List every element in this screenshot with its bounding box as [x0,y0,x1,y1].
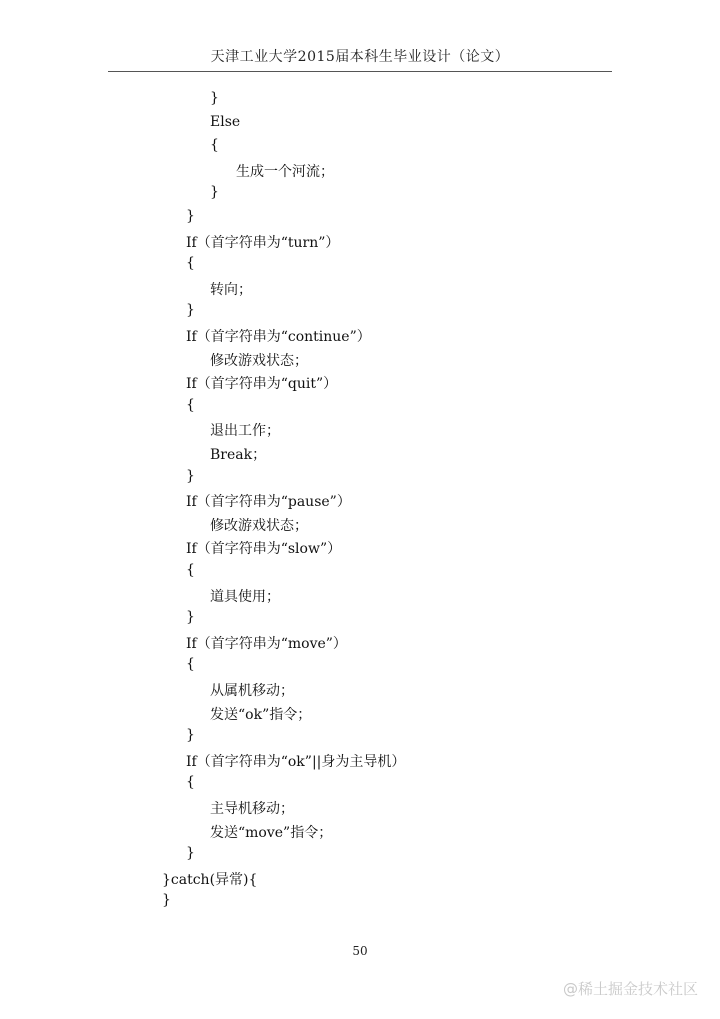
code-line: 主导机移动； [210,801,294,817]
code-line: If（首字符串为“ok”||身为主导机） [186,753,406,770]
code-line: If（首字符串为“continue”） [186,329,371,345]
code-line: { [186,774,195,791]
page-number: 50 [352,944,368,958]
code-line: { [210,137,219,154]
code-line: If（首字符串为“move”） [186,635,347,652]
code-line: { [186,396,195,413]
code-line: 发送“move”指令； [210,824,333,841]
code-line: }catch(异常){ [162,871,258,888]
code-line: 生成一个河流； [236,163,334,180]
code-line: Else [210,113,241,130]
code-line: } [162,892,171,909]
code-line: } [186,208,195,224]
code-line: 修改游戏状态； [210,517,308,534]
code-line: } [186,845,195,862]
code-line: } [186,302,195,319]
code-line: 道具使用； [210,588,280,605]
code-line: } [186,727,195,744]
code-line: Break； [210,447,267,463]
code-line: If（首字符串为“slow”） [186,541,342,558]
code-line: { [186,255,195,272]
code-line: { [186,562,195,578]
code-line: } [210,184,219,201]
header-rule [108,71,612,72]
code-line: 从属机移动； [210,683,294,699]
watermark: @稀土掘金技术社区 [562,980,698,998]
code-line: { [186,656,195,673]
code-line: 转向； [210,281,252,298]
code-line: } [186,467,195,484]
page-header-title: 天津工业大学2015届本科生毕业设计（论文） [210,49,510,65]
code-line: } [210,90,219,106]
code-line: 发送“ok”指令； [210,706,312,723]
code-line: 修改游戏状态； [210,352,308,369]
code-line: If（首字符串为“pause”） [186,494,351,511]
code-line: If（首字符串为“quit”） [186,376,338,393]
code-line: If（首字符串为“turn”） [186,234,340,251]
code-line: } [186,609,195,626]
code-line: 退出工作； [210,423,280,440]
